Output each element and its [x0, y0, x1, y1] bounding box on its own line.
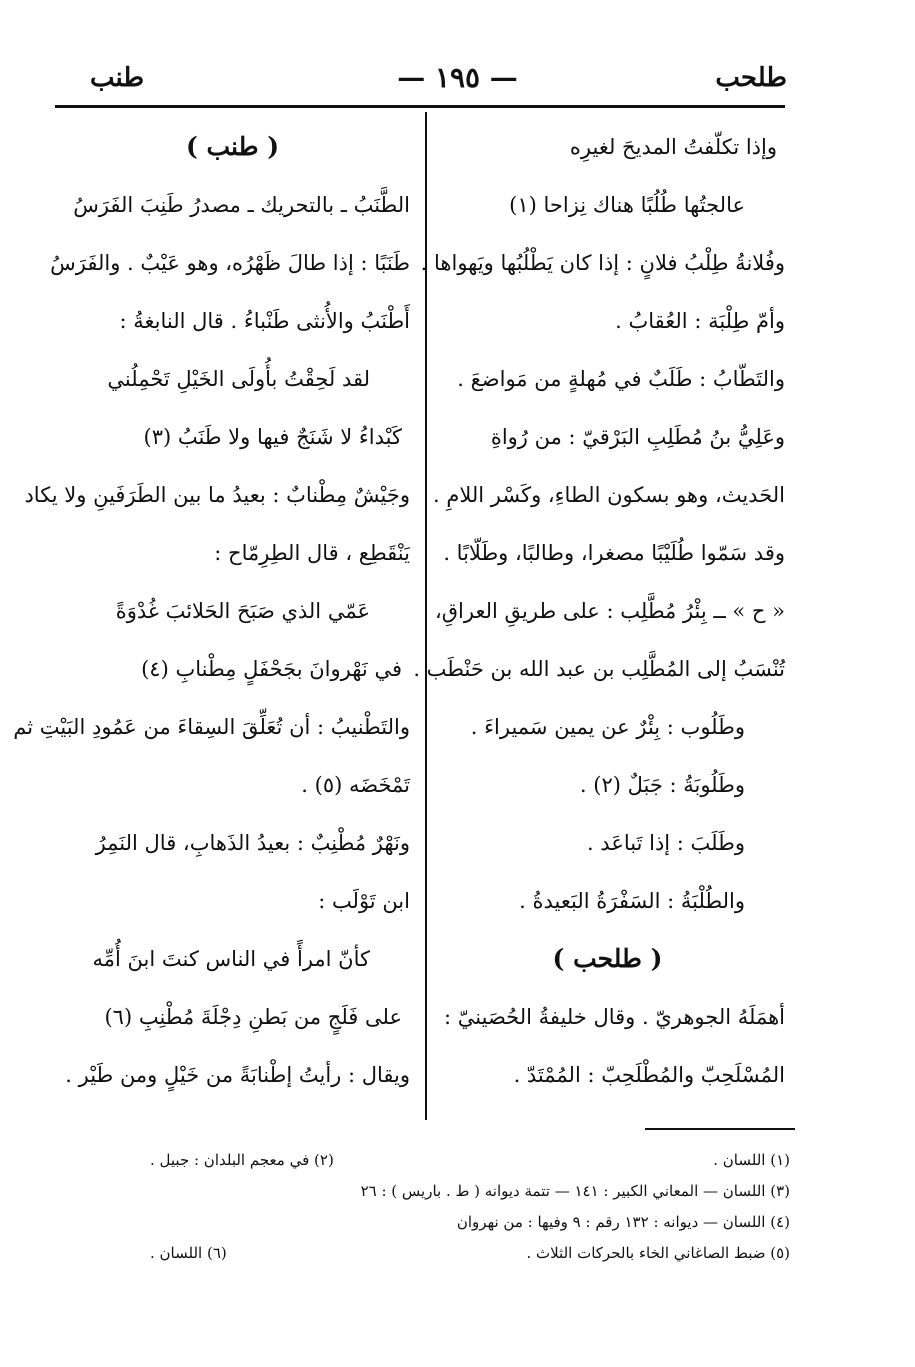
text-line: أهمَلَهُ الجوهريّ . وقال خليفةُ الحُصَينيّ :	[444, 1005, 785, 1029]
verse-line: في نَهْروانَ بجَحْفَلٍ مِطْنابِ (٤)	[141, 657, 402, 681]
verse-line: لقد لَحِقْتُ بأُولَى الخَيْلِ تَحْمِلُني	[107, 367, 370, 391]
text-line: وأمّ طِلْبَة : العُقابُ .	[615, 309, 785, 333]
text-line: تُنْسَبُ إلى المُطَّلِب بن عبد الله بن حَنْطَب .	[413, 657, 785, 681]
text-line: ويقال : رأيتُ إطْنابَةً من خَيْلٍ ومن طَيْر .	[65, 1063, 410, 1087]
verse-line: كأنّ امرأً في الناس كنتَ ابنَ أُمِّه	[92, 947, 370, 971]
footnotes	[90, 1145, 790, 1269]
footnote: (١) اللسان .	[713, 1151, 790, 1169]
text-line: عالجتُها طُلُبًا هناك نِزاحا (١)	[509, 193, 745, 217]
left-column	[13, 118, 410, 1104]
footnote-row	[90, 1238, 790, 1269]
text-line: الحَديث، وهو بسكون الطاءِ، وكَسْر اللامِ .	[432, 483, 785, 507]
entry-heading: ( طنب )	[185, 132, 280, 161]
running-head-left: طنب	[90, 63, 145, 93]
verse-line: عَمّي الذي صَبَحَ الحَلائبَ غُدْوَةً	[115, 599, 370, 623]
text-line: « ح » ــ بِئْرُ مُطَّلِب : على طريقِ العراقِ،	[434, 599, 785, 623]
footnote: (٦) اللسان .	[150, 1244, 227, 1262]
right-column	[413, 118, 785, 1104]
text-line: يَنْقَطِع ، قال الطِرِمّاح :	[214, 541, 410, 565]
text-line: ونَهْرٌ مُطْنِبٌ : بعيدُ الذَهابِ، قال النَمِرُ	[95, 831, 410, 855]
text-line: وطَلَبَ : إذا تَباعَد .	[586, 831, 745, 855]
page-number: — ١٩٥ —	[397, 61, 518, 94]
text-line: تَمْخَضَه (٥) .	[301, 773, 410, 797]
text-line: أَطْنَبُ والأُنثى طَنْباءُ . قال النابغةُ :	[119, 309, 410, 333]
verse-line: كَبْداءُ لا شَنَجٌ فيها ولا طَنَبُ (٣)	[143, 425, 402, 449]
footnote-row	[90, 1145, 790, 1176]
footnote: (٣) اللسان — المعاني الكبير : ١٤١ — تتمة ديوانه ( ط . باريس ) : ٢٦	[360, 1182, 790, 1200]
text-line: والطُلْبَةُ : السَفْرَةُ البَعيدةُ .	[519, 889, 745, 913]
text-line: وجَيْشٌ مِطْنابٌ : بعيدُ ما بين الطَرَفَينِ ولا يكاد	[24, 483, 410, 507]
running-head-right: طلحب	[715, 63, 787, 93]
text-line: ابن تَوْلَب :	[318, 889, 410, 913]
text-line: المُسْلَحِبّ والمُطْلَحِبّ : المُمْتَدّ .	[513, 1063, 785, 1087]
footnote: (٤) اللسان — ديوانه : ١٣٢ رقم : ٩ وفيها : من نهروان	[456, 1213, 790, 1231]
text-line: وعَلِيُّ بنُ مُطَلِبِ البَرْقيّ : من رُواةِ	[490, 425, 785, 449]
text-line: وطَلُوبَةُ : جَبَلٌ (٢) .	[579, 773, 745, 797]
text-line: وإذا تكلّفتُ المديحَ لغيرِه	[569, 135, 777, 159]
text-line: وطَلُوب : بِئْرٌ عن يمين سَميراءَ .	[470, 715, 745, 739]
text-line: وفُلانةُ طِلْبُ فلانٍ : إذا كان يَطْلُبُها ويَهواها .	[420, 251, 785, 275]
footnote: (٥) ضبط الصاغاني الخاء بالحركات الثلاث .	[526, 1244, 790, 1262]
footnote-row	[90, 1176, 790, 1207]
text-line: طَنَبًا : إذا طالَ ظَهْرُه، وهو عَيْبٌ . والفَرَسُ	[50, 251, 410, 275]
text-line: والتَطْنيبُ : أن تُعَلِّقَ السِقاءَ من عَمُودِ البَيْتِ ثم	[13, 715, 410, 739]
entry-heading: ( طلحب )	[552, 944, 663, 973]
text-line: الطَّنَبُ ـ بالتحريك ـ مصدرُ طَنِبَ الفَرَسُ	[73, 193, 410, 217]
footnote-row	[90, 1207, 790, 1238]
header-rule	[55, 105, 785, 108]
verse-line: على فَلَجٍ من بَطنِ دِجْلَةَ مُطْنِبِ (٦)	[104, 1005, 402, 1029]
footnote: (٢) في معجم البلدان : جبيل .	[150, 1151, 334, 1169]
text-line: وقد سَمّوا طُلَيْبًا مصغرا، وطالبًا، وطَلّابًا .	[443, 541, 785, 565]
text-line: والتَطّابُ : طَلَبٌ في مُهلةٍ من مَواضعَ .	[457, 367, 785, 391]
footnote-rule	[645, 1128, 795, 1130]
